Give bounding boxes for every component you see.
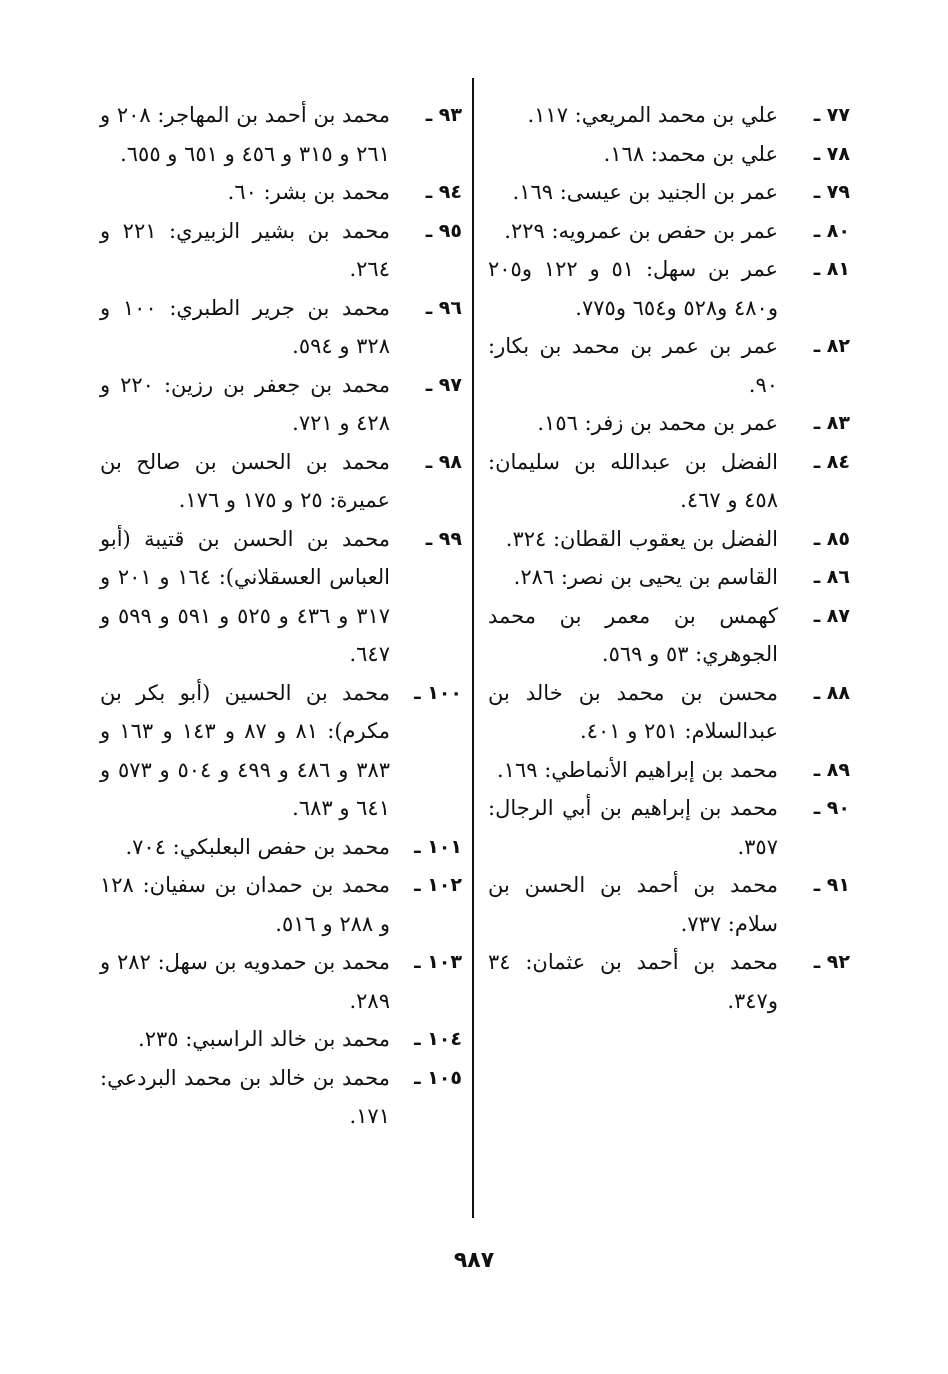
index-entry xyxy=(488,751,850,790)
entry-text: عمر بن سهل: ٥١ و ١٢٢ و٢٠٥ و٤٨٠ و٥٢٨ و٦٥٤ و٧٧٥. xyxy=(488,257,778,320)
index-entry xyxy=(488,943,850,1020)
entry-text: محمد بن جرير الطبري: ١٠٠ و ٣٢٨ و ٥٩٤. xyxy=(100,295,390,358)
index-entry xyxy=(488,404,850,443)
entry-text: محمد بن بشر: ٦٠. xyxy=(227,180,390,204)
entry-text: محمد بن حفص البعلبكي: ٧٠٤. xyxy=(125,834,390,859)
entry-number: ٨٧ ـ xyxy=(813,604,850,627)
entry-number: ١٠٢ ـ xyxy=(414,874,462,896)
index-entry xyxy=(100,289,462,366)
index-column-right xyxy=(488,96,850,1020)
column-divider xyxy=(472,78,474,1218)
index-entry xyxy=(100,366,462,443)
index-entry xyxy=(488,212,850,251)
index-entry xyxy=(488,789,850,866)
index-entry xyxy=(100,520,462,674)
entry-number: ٨٢ ـ xyxy=(813,335,850,357)
entry-text: عمر بن عمر بن محمد بن بكار: ٩٠. xyxy=(488,334,778,397)
entry-number: ٩٧ ـ xyxy=(425,373,462,396)
index-entry xyxy=(100,828,462,867)
entry-number: ٩٨ ـ xyxy=(425,450,462,473)
entry-text: علي بن محمد: ١٦٨. xyxy=(603,141,778,166)
entry-number: ١٠٣ ـ xyxy=(414,951,462,973)
index-entry xyxy=(100,866,462,943)
index-entry xyxy=(100,1020,462,1059)
entry-number: ١٠٤ ـ xyxy=(414,1028,462,1050)
entry-text: القاسم بن يحيى بن نصر: ٢٨٦. xyxy=(513,565,778,589)
entry-number: ٨٩ ـ xyxy=(813,758,850,781)
entry-text: محسن بن محمد بن خالد بن عبدالسلام: ٢٥١ و ٤٠١. xyxy=(488,680,778,743)
entry-number: ٩٦ ـ xyxy=(425,296,462,319)
entry-text: عمر بن محمد بن زفر: ١٥٦. xyxy=(537,411,778,435)
entry-number: ٨٤ ـ xyxy=(813,450,850,473)
entry-text: محمد بن جعفر بن رزين: ٢٢٠ و ٤٢٨ و ٧٢١. xyxy=(100,372,390,435)
index-entry xyxy=(100,212,462,289)
entry-text: محمد بن خالد الراسبي: ٢٣٥. xyxy=(138,1027,390,1051)
entry-text: محمد بن أحمد بن المهاجر: ٢٠٨ و ٢٦١ و ٣١٥ و ٤٥٦ و ٦٥١ و ٦٥٥. xyxy=(100,103,390,166)
index-entry xyxy=(488,327,850,404)
entry-text: الفضل بن عبدالله بن سليمان: ٤٥٨ و ٤٦٧. xyxy=(488,449,778,512)
entry-text: علي بن محمد المريعي: ١١٧. xyxy=(527,103,778,127)
entry-number: ٨٣ ـ xyxy=(813,412,850,434)
entry-number: ٩١ ـ xyxy=(813,874,850,896)
entry-number: ٧٩ ـ xyxy=(813,181,850,203)
entry-text: محمد بن أحمد بن الحسن بن سلام: ٧٣٧. xyxy=(488,873,778,936)
entry-number: ٩٣ ـ xyxy=(425,104,462,126)
entry-text: محمد بن الحسن بن صالح بن عميرة: ٢٥ و ١٧٥ و ١٧٦. xyxy=(100,449,390,512)
index-entry xyxy=(488,443,850,520)
index-entry xyxy=(100,173,462,212)
entry-text: محمد بن إبراهيم الأنماطي: ١٦٩. xyxy=(496,757,778,782)
entry-number: ٩٠ ـ xyxy=(813,797,850,819)
entry-text: محمد بن خالد بن محمد البردعي: ١٧١. xyxy=(100,1065,390,1128)
index-entry xyxy=(488,597,850,674)
entry-text: محمد بن الحسن بن قتيبة (أبو العباس العسقلاني): ١٦٤ و ٢٠١ و ٣١٧ و ٤٣٦ و ٥٢٥ و ٥٩١ و ٥٩٩ و ٦٤٧. xyxy=(100,526,391,666)
index-entry xyxy=(488,520,850,559)
index-entry xyxy=(100,1059,462,1136)
entry-number: ٩٤ ـ xyxy=(425,181,462,203)
entry-number: ٨٠ ـ xyxy=(813,219,850,242)
index-entry xyxy=(100,96,462,173)
page-number: ٩٨٧ xyxy=(453,1248,495,1273)
entry-number: ٨١ ـ xyxy=(813,258,850,280)
entry-number: ٧٨ ـ xyxy=(813,142,850,165)
entry-text: محمد بن بشير الزبيري: ٢٢١ و ٢٦٤. xyxy=(100,218,390,281)
entry-text: محمد بن حمدويه بن سهل: ٢٨٢ و ٢٨٩. xyxy=(100,950,390,1013)
entry-number: ١٠٠ ـ xyxy=(414,681,462,704)
index-entry xyxy=(488,135,850,174)
entry-number: ٨٨ ـ xyxy=(813,681,850,704)
entry-text: محمد بن حمدان بن سفيان: ١٢٨ و ٢٨٨ و ٥١٦. xyxy=(100,873,390,936)
index-entry xyxy=(488,173,850,212)
entry-number: ٩٩ ـ xyxy=(425,527,462,550)
index-entry xyxy=(100,443,462,520)
index-entry xyxy=(100,674,462,828)
entry-number: ٧٧ ـ xyxy=(813,104,850,126)
index-entry xyxy=(488,96,850,135)
index-entry xyxy=(488,250,850,327)
index-column-left xyxy=(100,96,462,1136)
entry-text: الفضل بن يعقوب القطان: ٣٢٤. xyxy=(505,526,778,551)
entry-number: ١٠١ ـ xyxy=(414,835,462,858)
entry-text: محمد بن أحمد بن عثمان: ٣٤ و٣٤٧. xyxy=(488,950,778,1013)
entry-number: ٩٥ ـ xyxy=(425,219,462,242)
index-entry xyxy=(488,674,850,751)
entry-text: كهمس بن معمر بن محمد الجوهري: ٥٣ و ٥٦٩. xyxy=(488,603,778,666)
entry-text: عمر بن الجنيد بن عيسى: ١٦٩. xyxy=(512,180,778,204)
entry-number: ٨٦ ـ xyxy=(813,566,850,588)
index-entry xyxy=(488,558,850,597)
entry-number: ٩٢ ـ xyxy=(813,951,850,973)
index-entry xyxy=(100,943,462,1020)
entry-number: ٨٥ ـ xyxy=(813,527,850,550)
entry-text: محمد بن إبراهيم بن أبي الرجال: ٣٥٧. xyxy=(488,796,778,859)
entry-number: ١٠٥ ـ xyxy=(414,1066,462,1089)
entry-text: محمد بن الحسين (أبو بكر بن مكرم): ٨١ و ٨٧ و ١٤٣ و ١٦٣ و ٣٨٣ و ٤٨٦ و ٤٩٩ و ٥٠٤ و ٥٧٣ و ٦٤١ و ٦٨٣. xyxy=(100,680,391,820)
index-entry xyxy=(488,866,850,943)
entry-text: عمر بن حفص بن عمرويه: ٢٢٩. xyxy=(504,218,778,243)
